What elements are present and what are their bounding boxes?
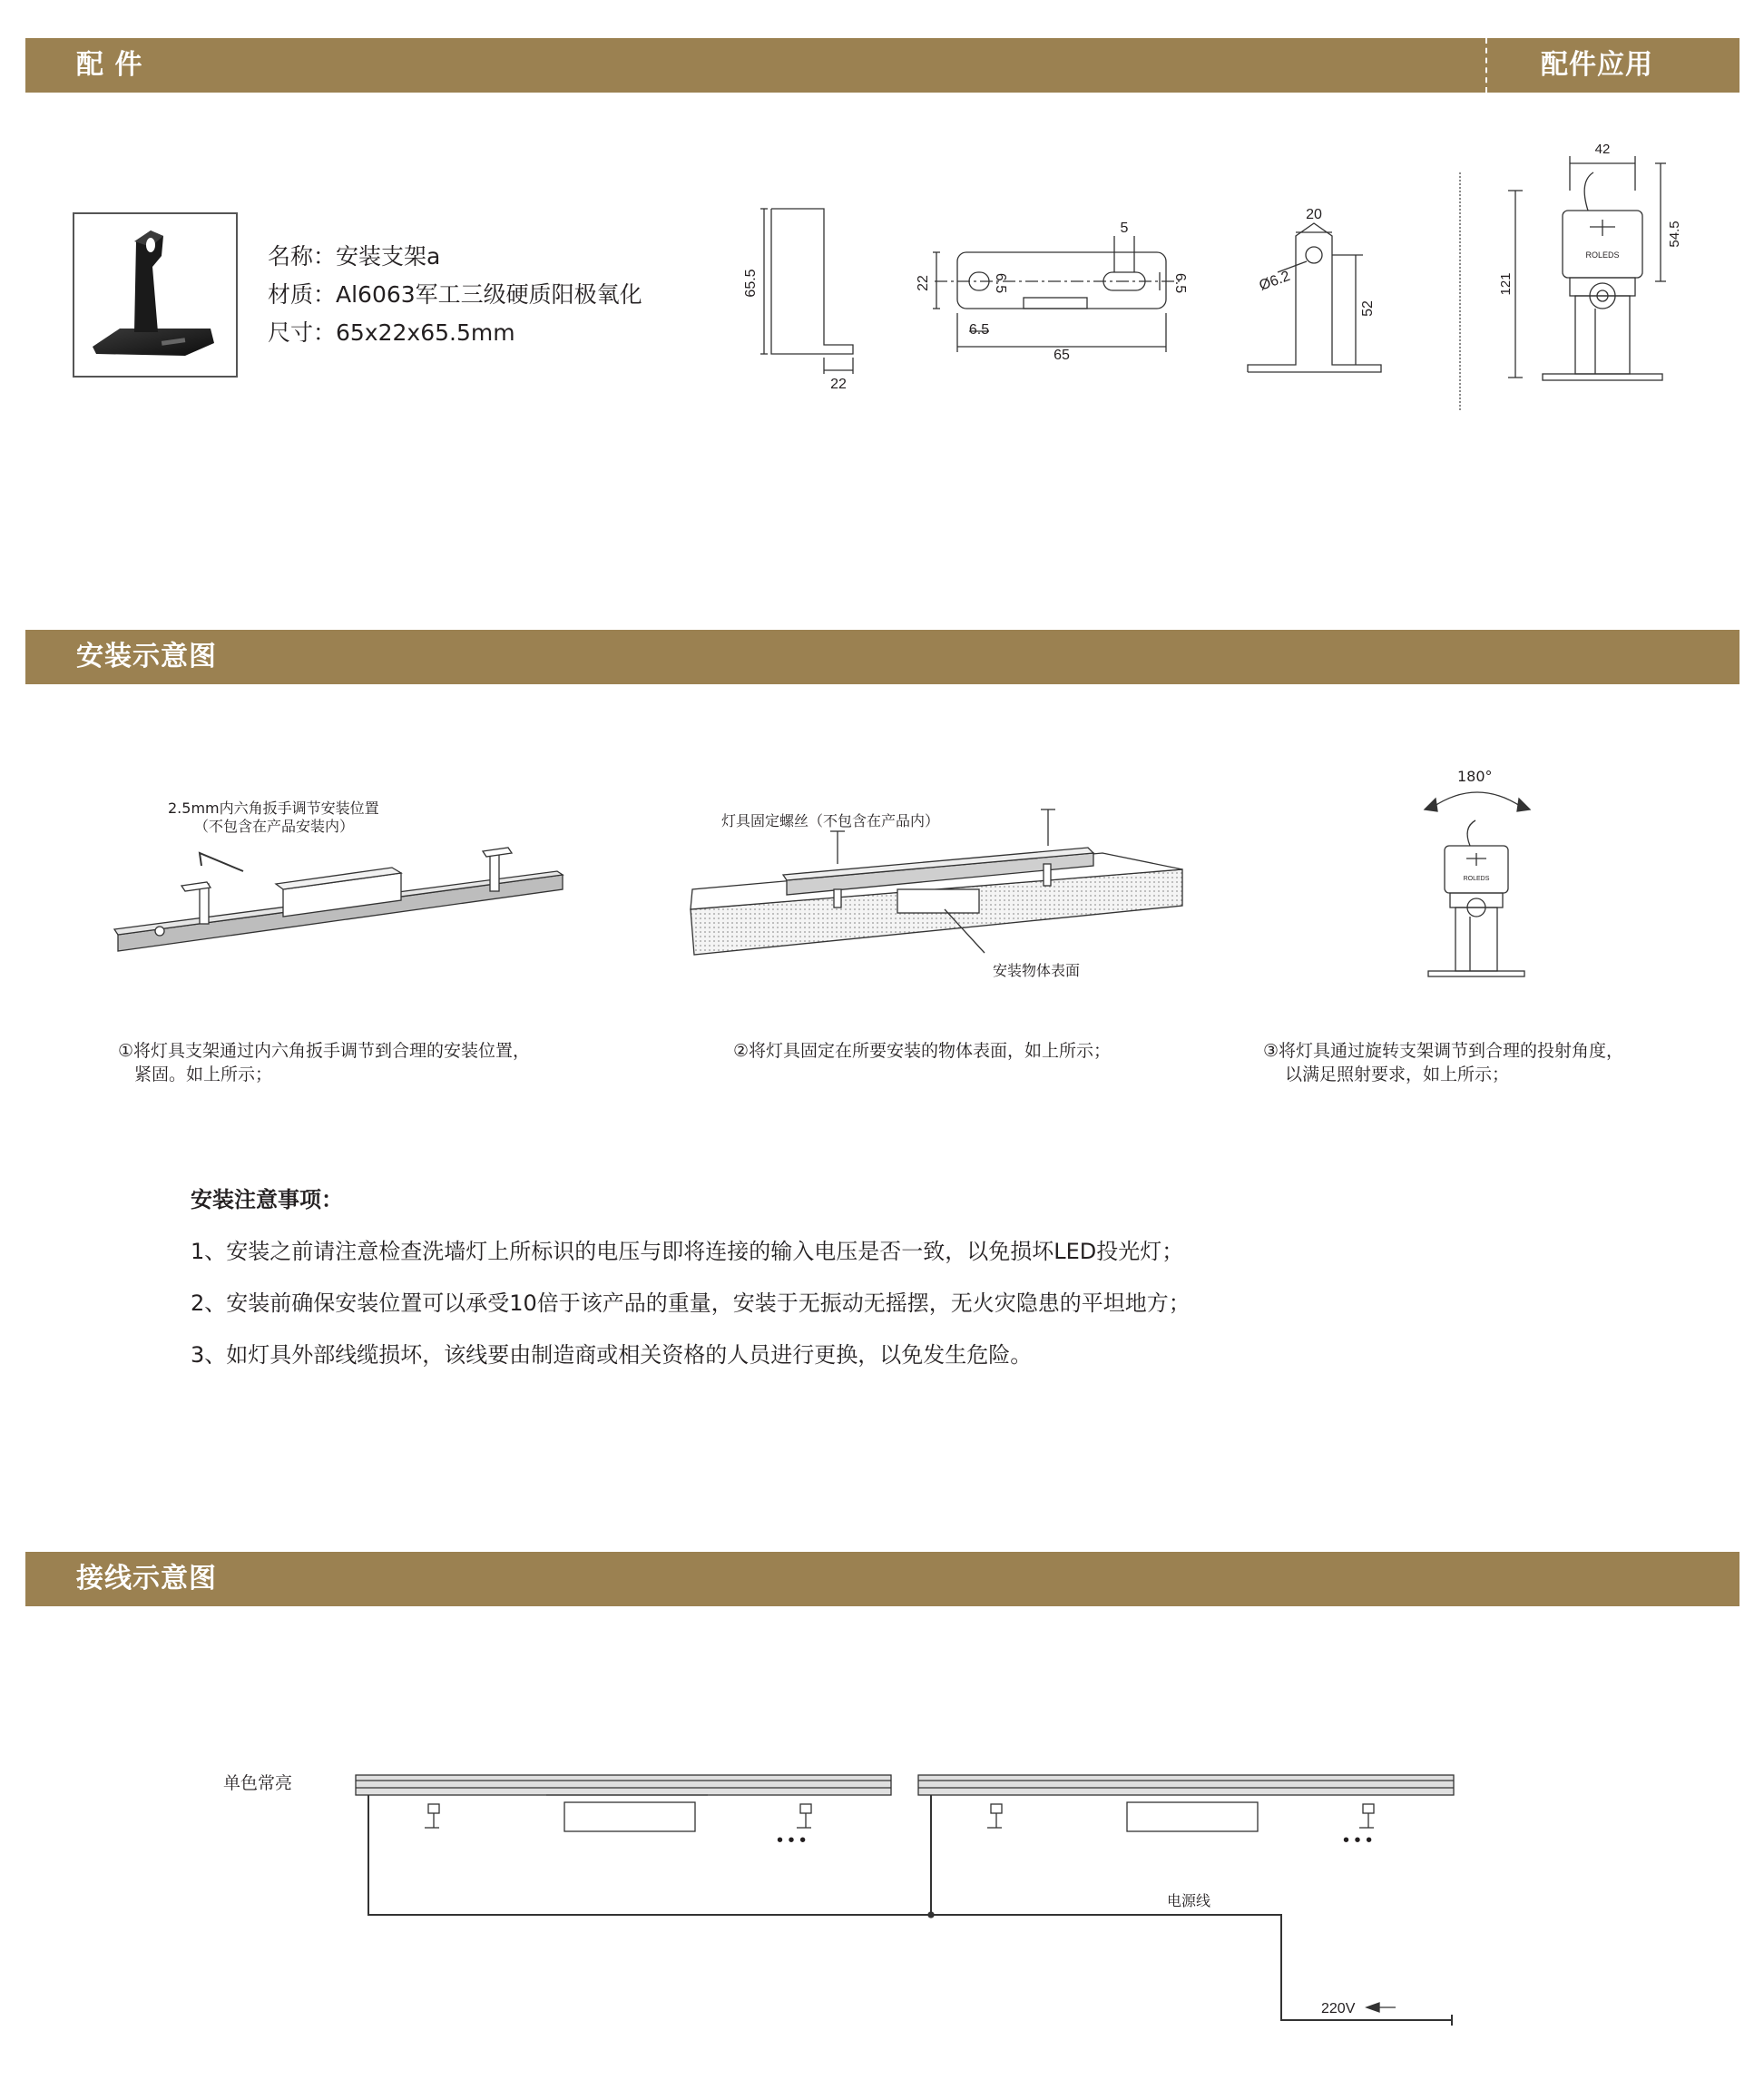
dim-app-w: 42 <box>1594 142 1611 157</box>
step2-illustration <box>685 799 1193 989</box>
voltage-label: 220V <box>1321 2001 1356 2016</box>
ellipsis-2: • • • <box>1343 1830 1373 1850</box>
dim-app-h: 121 <box>1498 272 1514 296</box>
notes-title: 安装注意事项： <box>191 1187 343 1212</box>
dim-top-hole: 6.5 <box>993 272 1008 294</box>
step2-note: 灯具固定螺丝（不包含在产品内） <box>721 812 940 829</box>
step1-illustration <box>109 835 581 980</box>
install-header-title: 安装示意图 <box>76 641 217 672</box>
step1-caption-line1: ①将灯具支架通过内六角扳手调节到合理的安装位置， <box>118 1041 531 1061</box>
step1-note-line1: 2.5mm内六角扳手调节安装位置 <box>168 800 379 817</box>
step3-angle-label: 180° <box>1457 768 1493 785</box>
side-view <box>771 209 853 354</box>
install-notes <box>191 1182 1191 1388</box>
ellipsis-1: • • • <box>777 1830 807 1850</box>
bracket-photo-image <box>74 214 236 376</box>
install-header-bar <box>25 630 1740 684</box>
wiring-header-bar <box>25 1552 1740 1606</box>
step3-caption-line1: ③将灯具通过旋转支架调节到合理的投射角度， <box>1263 1041 1624 1061</box>
dim-top-slot-w: 6.5 <box>1172 272 1188 294</box>
accessory-header-title: 配 件 <box>76 49 143 81</box>
wiring-diagram <box>345 1761 1488 2042</box>
note-item-1: 1、安装之前请注意检查洗墙灯上所标识的电压与即将连接的输入电压是否一致，以免损坏LED投光灯； <box>191 1239 1184 1264</box>
application-divider <box>1459 172 1461 410</box>
accessory-header-bar <box>25 38 1740 93</box>
cable-label: 电源线 <box>1167 1894 1211 1909</box>
dim-top-len: 65 <box>1054 348 1070 363</box>
app-brand-logo: ROLEDS <box>1585 250 1620 260</box>
application-drawing <box>1488 136 1697 390</box>
bracket-photo <box>73 212 238 378</box>
dim-side-w: 22 <box>830 377 847 392</box>
dim-front-w: 20 <box>1306 207 1322 222</box>
spec-material: 材质：Al6063军工三级硬质阳极氧化 <box>268 281 642 308</box>
dim-top-left: 6.5 <box>968 322 990 338</box>
dim-top-slot: 5 <box>1120 221 1129 236</box>
header-divider <box>1485 38 1487 93</box>
step1-caption-line2: 紧固。如上所示； <box>134 1065 273 1084</box>
fixture-2 <box>918 1775 1454 1795</box>
accessory-specs <box>268 238 642 352</box>
wiring-mode-label: 单色常亮 <box>223 1773 293 1793</box>
step3-caption-line2: 以满足照射要求，如上所示； <box>1285 1065 1510 1084</box>
note-item-2: 2、安装前确保安装位置可以承受10倍于该产品的重量，安装于无振动无摇摆，无火灾隐患的平坦地方； <box>191 1290 1191 1316</box>
spec-size: 尺寸：65x22x65.5mm <box>268 319 515 346</box>
step2-caption: ②将灯具固定在所要安装的物体表面，如上所示； <box>733 1041 1112 1061</box>
note-item-3: 3、如灯具外部线缆损坏，该线要由制造商或相关资格的人员进行更换，以免发生危险。 <box>191 1342 1033 1368</box>
dim-app-top: 54.5 <box>1667 221 1682 248</box>
wiring-header-title: 接线示意图 <box>76 1563 217 1594</box>
step1-note-line2: （不包含在产品安装内） <box>194 818 355 835</box>
step3-illustration <box>1416 780 1543 985</box>
dim-front-h: 52 <box>1360 300 1376 317</box>
bracket-drawings <box>726 127 1452 417</box>
step3-brand-logo: ROLEDS <box>1463 876 1490 882</box>
front-view <box>1248 223 1381 372</box>
step2-surface-label: 安装物体表面 <box>993 962 1081 979</box>
spec-name: 名称：安装支架a <box>268 243 441 270</box>
accessory-application-title: 配件应用 <box>1541 49 1653 81</box>
dim-side-h: 65.5 <box>743 269 759 298</box>
dim-top-h: 22 <box>916 275 931 291</box>
dim-front-d: Ø6.2 <box>1257 268 1292 294</box>
fixture-1 <box>356 1775 891 1795</box>
